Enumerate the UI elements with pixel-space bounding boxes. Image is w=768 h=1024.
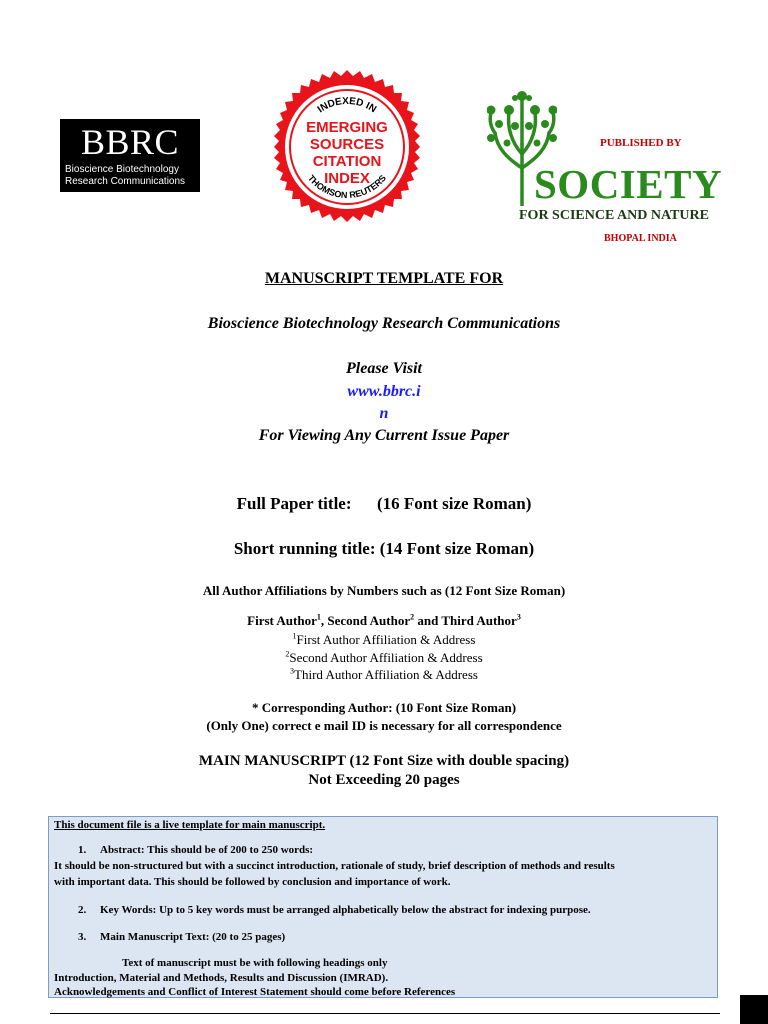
info-item3: Main Manuscript Text: (20 to 25 pages) [100, 931, 286, 943]
info-item1: Abstract: This should be of 200 to 250 words: [100, 844, 314, 856]
info-item1-desc1: It should be non-structured but with a succinct introduction, rationale of study, brief description of methods and results [54, 860, 615, 872]
affiliation-2: $^2$Second Author Affiliation & Address [285, 649, 483, 665]
info-item3-desc1: Text of manuscript must be with following headings only [122, 957, 388, 969]
society-published-by: PUBLISHED BY [600, 137, 682, 149]
affiliations-note: All Author Affiliations by Numbers such as (12 Font Size Roman) [202, 583, 566, 598]
corner-marker [740, 995, 768, 1024]
bbrc-logo-tagline [65, 164, 197, 188]
full-paper-title: Full Paper title: (16 Font size Roman) [236, 494, 532, 513]
info-item1-num: 1. [78, 844, 87, 856]
email-note: (Only One) correct e mail ID is necessary for all correspondence [206, 718, 562, 733]
info-item3-desc2: Introduction, Material and Methods, Results and Discussion (IMRAD). [54, 972, 389, 984]
author-second-sup: 2 [410, 612, 415, 622]
footer-rule [50, 1013, 720, 1014]
author-third: and Third Author [414, 613, 517, 628]
viewing-note: For Viewing Any Current Issue Paper [258, 427, 510, 444]
bbrc-logo-line1: Bioscience Biotechnology [65, 164, 179, 175]
author-list [0, 613, 768, 629]
short-running-title: Short running title: (14 Font size Roman) [233, 539, 535, 558]
website-link-part1[interactable]: www.bbrc.i [347, 383, 421, 400]
affiliation-1: $^1$First Author Affiliation & Address [292, 631, 476, 647]
society-location: BHOPAL INDIA [604, 233, 677, 244]
seal-line1: EMERGING [306, 119, 388, 136]
bbrc-logo-line2: Research Communications [65, 176, 186, 187]
seal-top-text: INDEXED IN [315, 95, 379, 116]
info-item2-num: 2. [78, 904, 87, 916]
author-third-sup: 3 [516, 612, 521, 622]
info-item3-num: 3. [78, 931, 87, 943]
info-intro: This document file is a live template for main manuscript. [54, 819, 326, 831]
main-manuscript-line1: MAIN MANUSCRIPT (12 Font Size with double spacing) [198, 753, 570, 769]
author-first-sup: 1 [316, 612, 321, 622]
seal-line3: CITATION [312, 153, 382, 170]
seal-bottom-text: THOMSON REUTERS [305, 172, 389, 201]
info-item1-desc2: with important data. This should be followed by conclusion and importance of work. [54, 876, 451, 888]
seal-line4: INDEX [324, 170, 370, 187]
author-second: , Second Author [320, 613, 411, 628]
template-title: MANUSCRIPT TEMPLATE FOR [264, 270, 504, 287]
info-item3-desc3: Acknowledgements and Conflict of Interest Statement should come before References [54, 986, 456, 998]
corresponding-author: * Corresponding Author: (10 Font Size Roman) [251, 700, 517, 715]
author-first: First Author [247, 613, 317, 628]
affiliation-3: $^3$Third Author Affiliation & Address [290, 666, 478, 682]
esci-seal-logo [268, 70, 426, 228]
main-manuscript-line2: Not Exceeding 20 pages [308, 772, 460, 788]
journal-name: Bioscience Biotechnology Research Communications [207, 315, 561, 332]
society-name: SOCIETY [534, 161, 723, 207]
society-subtitle: FOR SCIENCE AND NATURE [519, 208, 709, 223]
please-visit: Please Visit [346, 360, 422, 377]
template-info-box [48, 816, 718, 998]
seal-line2: SOURCES [309, 136, 385, 153]
bbrc-logo [60, 119, 200, 192]
info-item2: Key Words: Up to 5 key words must be arranged alphabetically below the abstract for indexing purpose. [100, 904, 591, 916]
website-link-part2[interactable]: n [379, 405, 389, 422]
bbrc-logo-abbr: BBRC [80, 122, 180, 162]
